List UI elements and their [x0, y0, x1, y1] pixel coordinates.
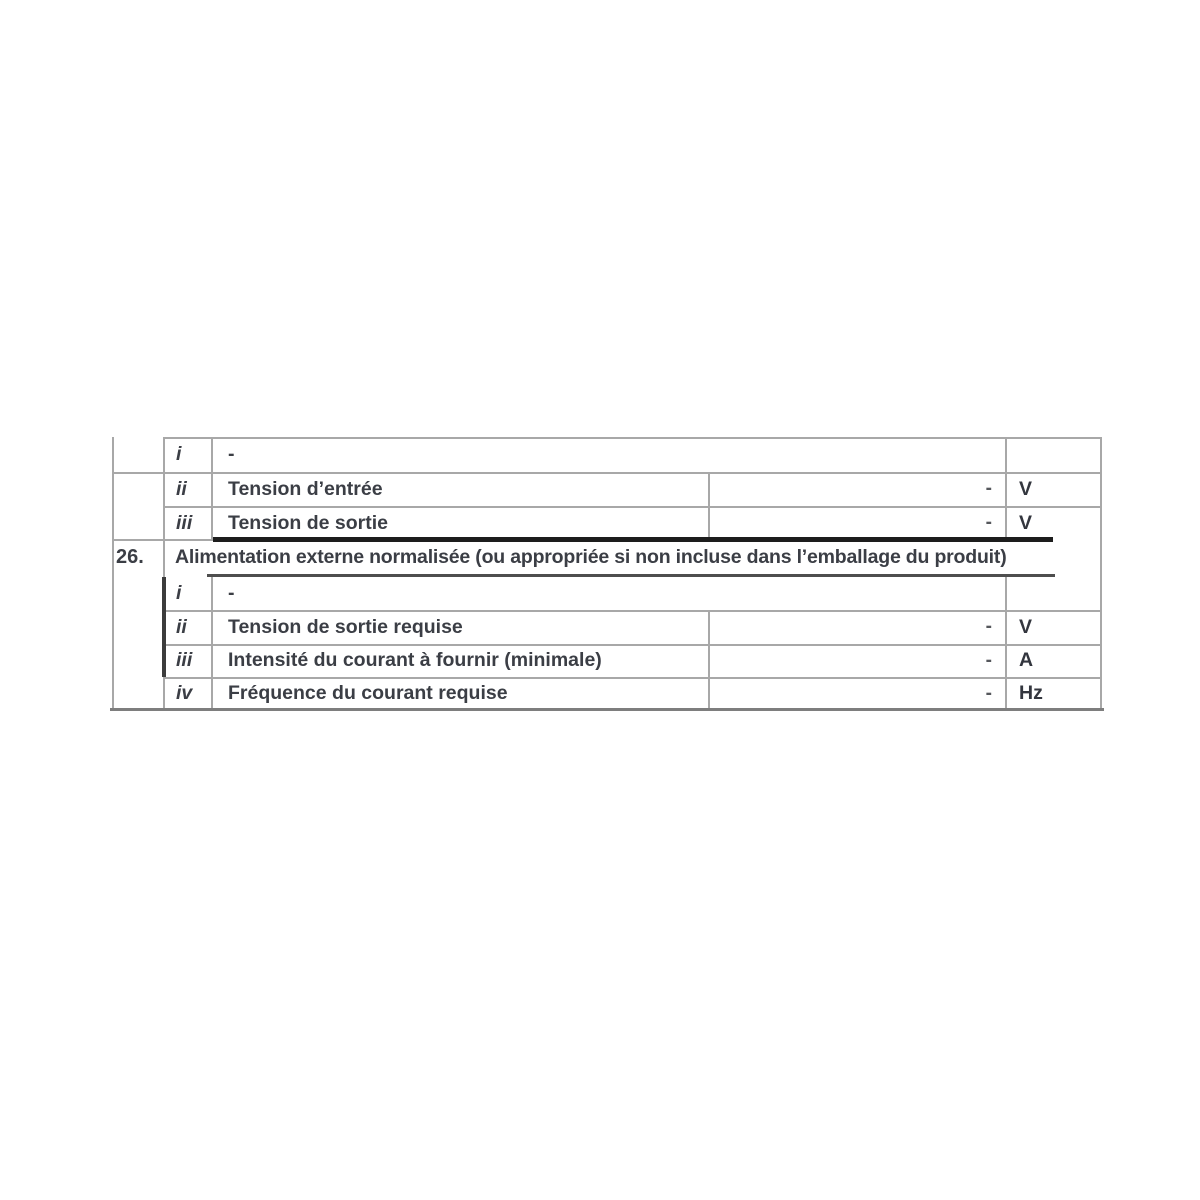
row-index-cell: i — [176, 582, 182, 604]
row-unit-cell: V — [1019, 478, 1033, 500]
row-value-cell: - — [985, 478, 992, 499]
row-label-cell: - — [228, 582, 235, 604]
label-column-left-border-top — [211, 437, 213, 540]
row-index-cell: iv — [176, 682, 193, 704]
table-top-border — [163, 437, 1102, 439]
row-label-cell: Tension de sortie requise — [228, 616, 463, 638]
specification-table — [112, 437, 1104, 713]
row-unit-cell: V — [1019, 512, 1033, 534]
row-label-cell: - — [228, 443, 235, 465]
row-index-cell: ii — [176, 478, 187, 500]
row-label-cell: Fréquence du courant requise — [228, 682, 508, 704]
row-index-cell: i — [176, 443, 182, 465]
table-outer-right-border — [1100, 437, 1102, 710]
row-value-cell: - — [985, 650, 992, 671]
row-label-cell: Tension d’entrée — [228, 478, 383, 500]
row-index-cell: ii — [176, 616, 187, 638]
row-index-cell: iii — [176, 512, 193, 534]
row-index-cell: iii — [176, 649, 193, 671]
row-value-cell: - — [985, 683, 992, 704]
table-outer-left-border — [112, 437, 114, 710]
section-title: Alimentation externe normalisée (ou appropriée si non incluse dans l’emballage du produit) — [175, 546, 1007, 568]
unit-column-left-border-top — [1005, 437, 1007, 540]
value-column-left-border-bottom — [708, 610, 710, 710]
row-label-cell: Tension de sortie — [228, 512, 388, 534]
row-value-cell: - — [985, 616, 992, 637]
row-unit-cell: Hz — [1019, 682, 1043, 704]
row-label-cell: Intensité du courant à fournir (minimale) — [228, 649, 602, 671]
section-number: 26. — [116, 546, 144, 568]
row-unit-cell: A — [1019, 649, 1034, 671]
row-value-cell: - — [985, 512, 992, 533]
unit-column-left-border-bottom — [1005, 576, 1007, 710]
row-unit-cell: V — [1019, 616, 1033, 638]
label-column-left-border-bottom — [211, 576, 213, 710]
